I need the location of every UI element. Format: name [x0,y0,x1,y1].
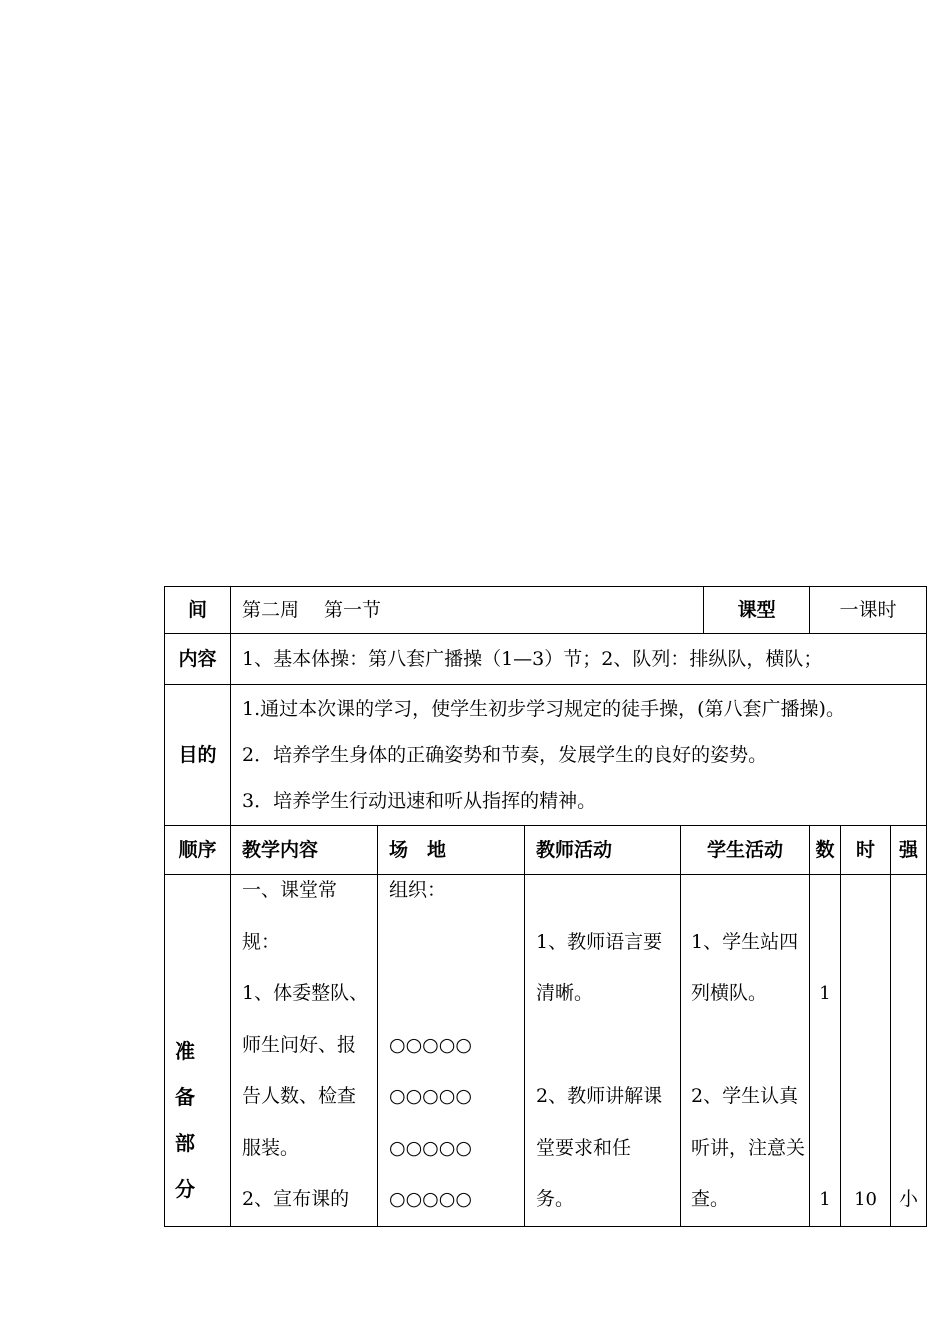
venue-line: 组织： [389,879,447,901]
time-value-line [841,1020,890,1072]
goal-item: 2．培养学生身体的正确姿势和节奏，发展学生的良好的姿势。 [242,744,768,766]
formation-row: ○○○○○ [389,1188,472,1210]
teacher-activity-line [536,865,676,917]
intensity-value [891,1020,926,1072]
intensity-value [891,1123,926,1175]
content-label: 内容 [165,634,231,685]
teacher-activity-line: 务。 [536,1188,575,1210]
count-value [810,1020,840,1072]
goal-row [165,685,927,826]
goal-item: 1.通过本次课的学习，使学生初步学习规定的徒手操，(第八套广播操)。 [242,698,845,720]
venue-line [389,917,520,969]
time-cell [841,875,891,1227]
teaching-content-cell [231,875,378,1227]
goal-item: 3．培养学生行动迅速和听从指挥的精神。 [242,790,597,812]
time-row [165,587,927,634]
col-order: 顺序 [165,826,231,875]
count-value [810,917,840,969]
intensity-value [891,865,926,917]
lesson-plan-table [164,586,927,1227]
formation-row: ○○○○○ [389,1085,472,1107]
student-activity-line [691,1020,805,1072]
section-title-char: 备 [175,1084,195,1109]
teacher-activity-cell [525,875,681,1227]
section-title-char: 部 [175,1130,195,1155]
section-title [165,875,231,1227]
intensity-value [891,1071,926,1123]
count-value: 1 [819,983,831,1004]
content-text: 1、基本体操：第八套广播操（1—3）节；2、队列：排纵队，横队； [242,647,823,670]
student-activity-line: 列横队。 [691,982,768,1004]
teacher-activity-line [536,1020,676,1072]
col-count: 数 [810,826,841,875]
intensity-value [891,917,926,969]
teacher-activity-line: 堂要求和任 [536,1136,632,1159]
intensity-value [891,968,926,1020]
col-venue: 场 地 [378,826,525,875]
count-value [810,865,840,917]
content-value [231,634,927,685]
teaching-content-line: 规： [242,930,281,953]
student-activity-cell [681,875,810,1227]
time-value-line [841,1071,890,1123]
time-value-line [841,865,890,917]
time-value-line [841,917,890,969]
time-value-line: 10 [854,1189,877,1210]
section-title-char: 准 [175,1038,195,1063]
venue-line [389,968,520,1020]
teaching-content-line: 服装。 [242,1136,300,1159]
lesson-type-value: 一课时 [810,587,927,634]
intensity-cell [891,875,927,1227]
teaching-content-line: 告人数、检查 [242,1085,357,1107]
time-value: 第二周 第一节 [231,587,704,634]
student-activity-line: 查。 [691,1188,730,1210]
teaching-content-line: 师生问好、报 [242,1033,357,1056]
student-activity-line: 1、学生站四 [691,930,799,953]
count-value [810,1123,840,1175]
time-label: 间 [165,587,231,634]
teacher-activity-line: 2、教师讲解课 [536,1085,663,1107]
formation-row: ○○○○○ [389,1136,472,1159]
teaching-content-line: 一、课堂常 [242,879,338,901]
count-value [810,1071,840,1123]
col-intensity: 强 [891,826,927,875]
student-activity-line [691,865,805,917]
venue-cell [378,875,525,1227]
goal-list [231,685,927,826]
teacher-activity-line: 1、教师语言要 [536,930,663,953]
lesson-type-label: 课型 [704,587,810,634]
section-title-char: 分 [175,1176,195,1201]
teaching-content-line: 1、体委整队、 [242,982,369,1004]
col-time: 时 [841,826,891,875]
col-teaching-content: 教学内容 [231,826,378,875]
student-activity-line: 2、学生认真 [691,1085,799,1107]
content-row [165,634,927,685]
teacher-activity-line: 清晰。 [536,982,594,1004]
formation-row: ○○○○○ [389,1033,472,1056]
teaching-content-line: 2、宣布课的 [242,1188,350,1210]
col-student-activity: 学生活动 [681,826,810,875]
time-value-line [841,968,890,1020]
goal-label: 目的 [165,685,231,826]
intensity-value: 小 [899,1188,919,1210]
time-value-line [841,1123,890,1175]
count-value: 1 [819,1189,831,1210]
col-teacher-activity: 教师活动 [525,826,681,875]
student-activity-line: 听讲，注意关 [691,1136,806,1159]
count-cell [810,875,841,1227]
section-row [165,875,927,1227]
